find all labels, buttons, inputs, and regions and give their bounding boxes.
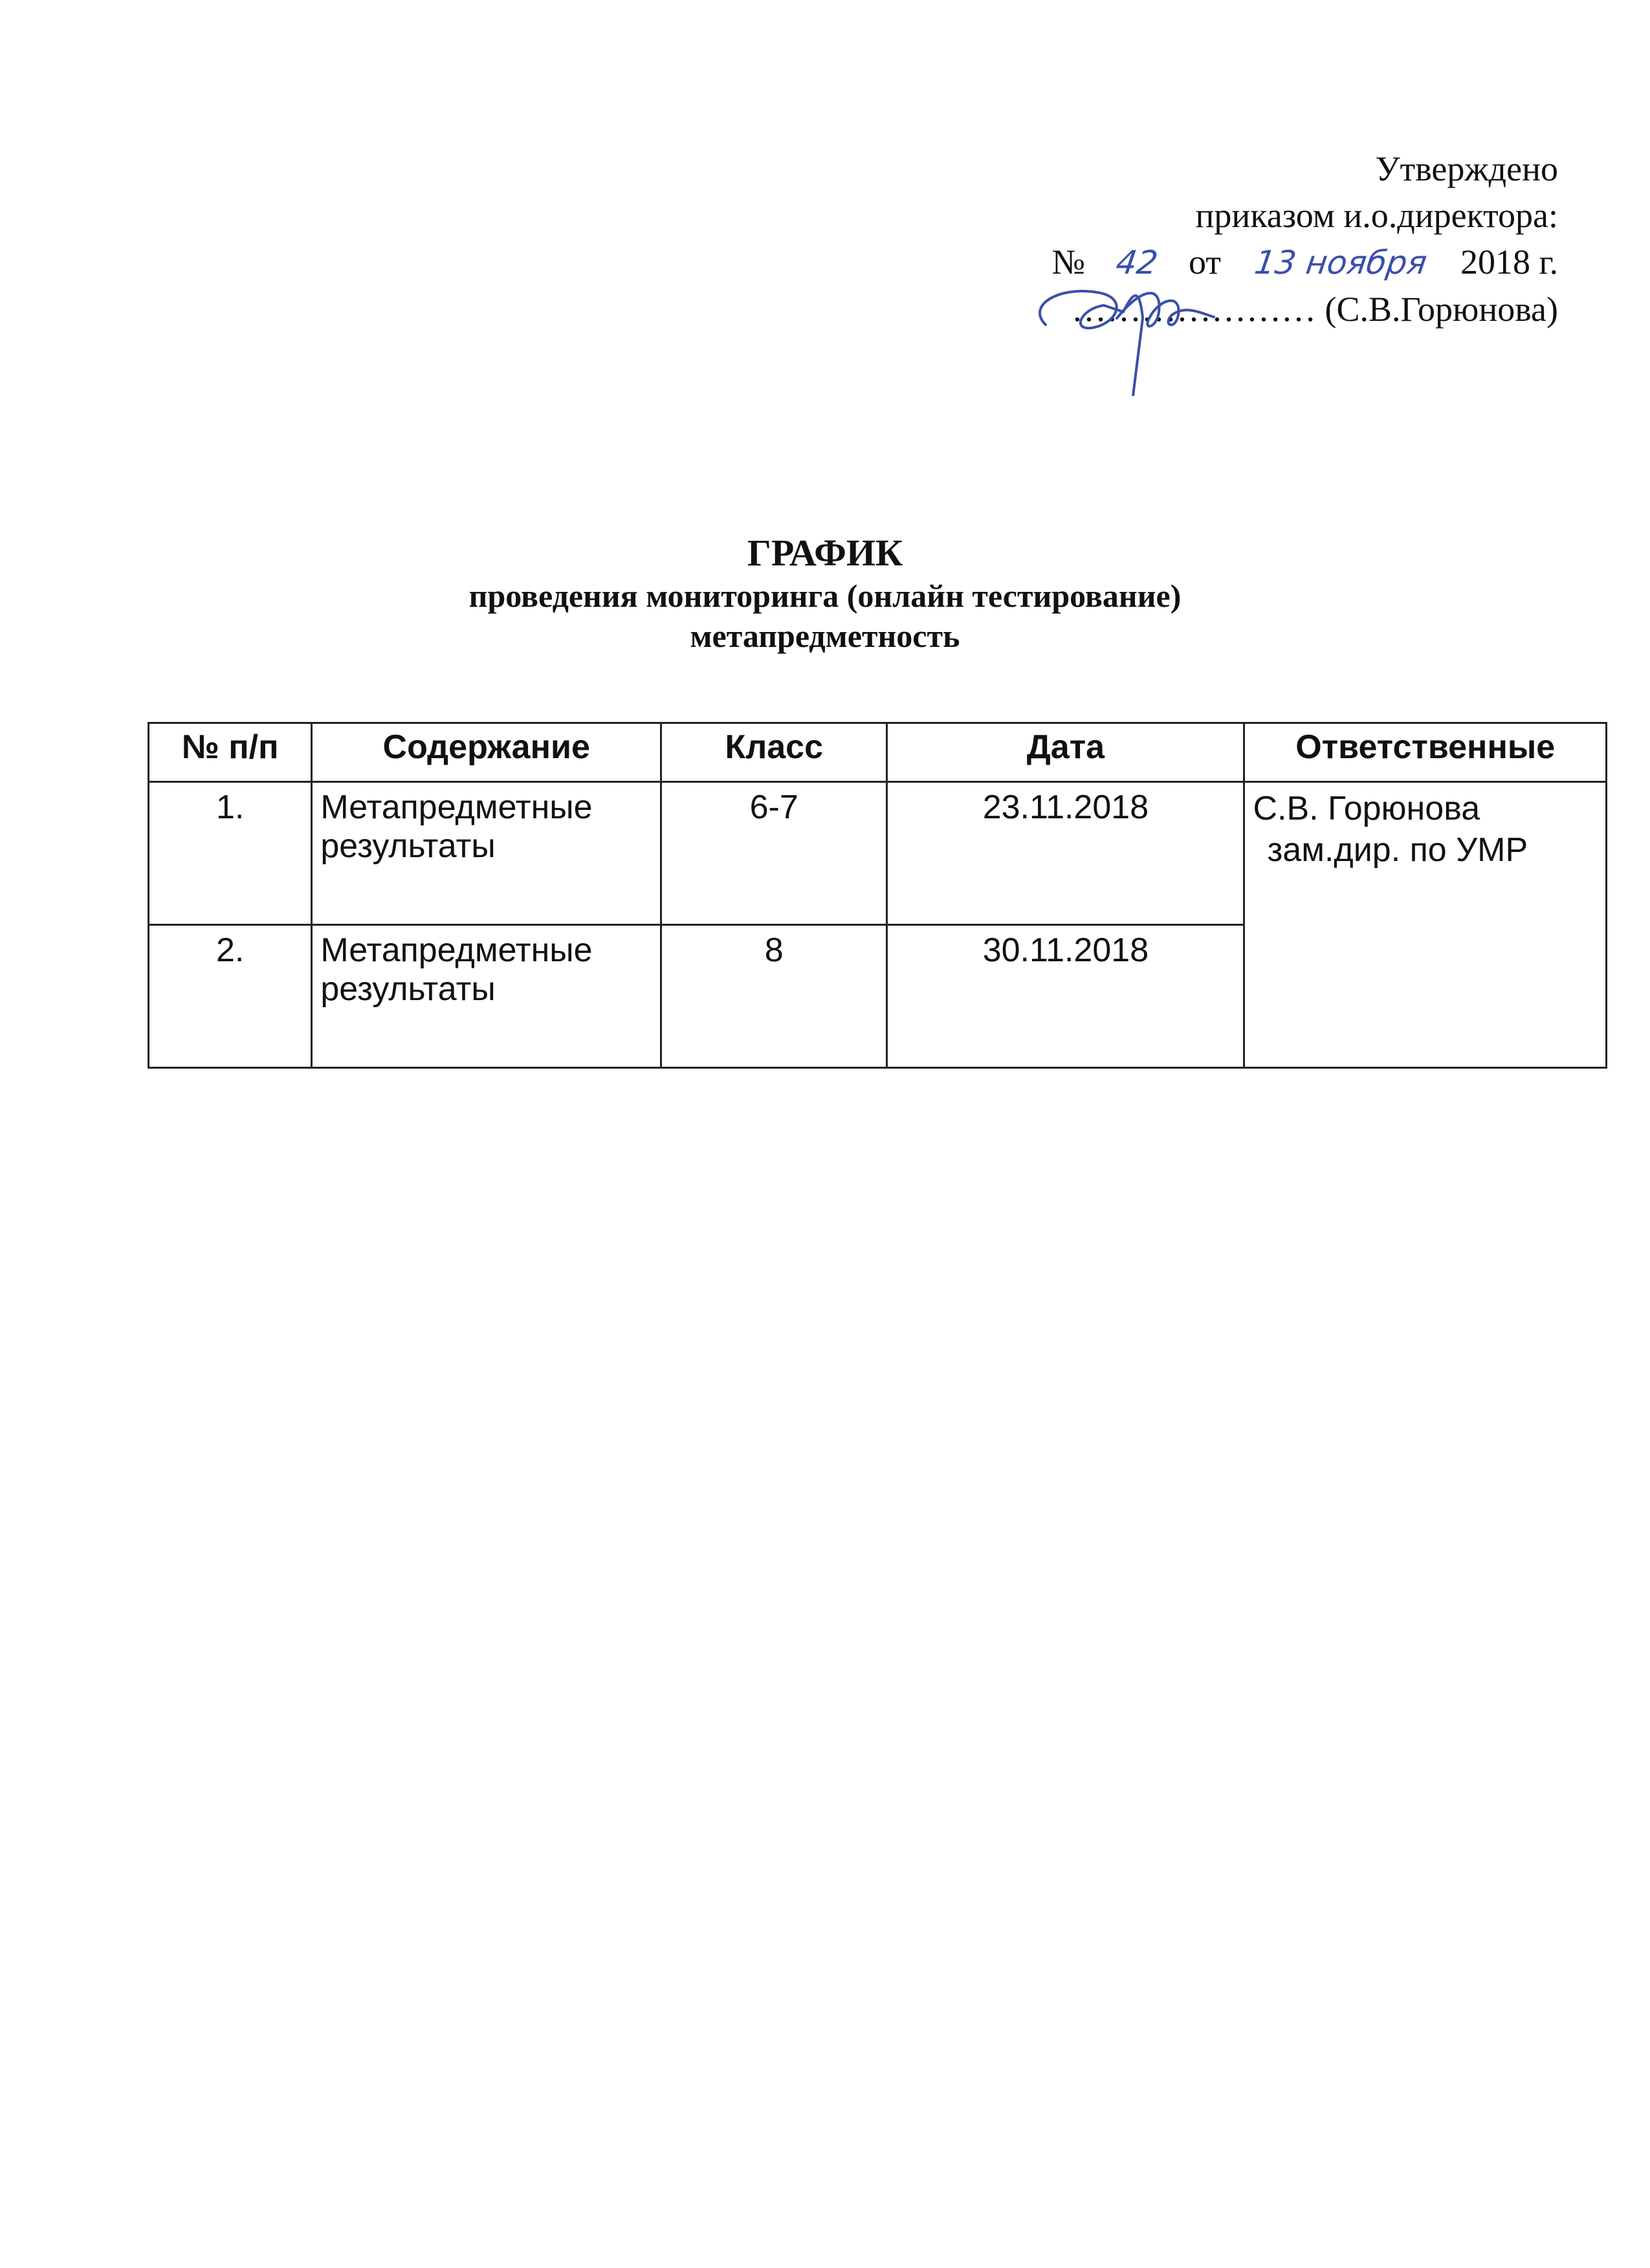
from-word: от <box>1189 243 1221 281</box>
header-number: № п/п <box>149 723 312 782</box>
table-row <box>149 782 1607 925</box>
approval-order-line <box>1052 239 1558 286</box>
row-content: Метапредметные результаты <box>312 782 661 925</box>
responsible-cell <box>1244 782 1607 1068</box>
approval-label: Утверждено <box>1375 149 1558 188</box>
order-number-handwritten: 42 <box>1114 244 1160 281</box>
schedule-table <box>148 722 1607 1069</box>
approval-block <box>1052 146 1558 333</box>
title-topic: метапредметность <box>690 618 960 654</box>
row-date: 30.11.2018 <box>887 925 1244 1068</box>
row-content: Метапредметные результаты <box>312 925 661 1068</box>
order-date-handwritten: 13 ноября <box>1252 244 1429 281</box>
row-number: 1. <box>149 782 312 925</box>
header-content: Содержание <box>312 723 661 782</box>
responsible-position: зам.дир. по УМР <box>1267 831 1528 869</box>
order-year: 2018 г. <box>1460 243 1558 281</box>
signature-line <box>1052 286 1558 333</box>
number-sign: № <box>1051 243 1086 281</box>
row-number: 2. <box>149 925 312 1068</box>
signatory-name: (С.В.Горюнова) <box>1325 290 1558 329</box>
row-class: 6-7 <box>661 782 887 925</box>
responsible-name: С.В. Горюнова <box>1253 790 1480 827</box>
row-date: 23.11.2018 <box>887 782 1244 925</box>
table-header-row <box>149 723 1607 782</box>
row-class: 8 <box>661 925 887 1068</box>
signature-dots: ………………… <box>1072 290 1317 329</box>
signature-area <box>1072 286 1316 333</box>
title-subheading: проведения мониторинга (онлайн тестирование) <box>468 578 1182 614</box>
approval-order-text: приказом и.о.директора: <box>1195 196 1558 235</box>
header-class: Класс <box>661 723 887 782</box>
document-title <box>0 530 1650 656</box>
title-heading: ГРАФИК <box>747 532 903 574</box>
header-responsible: Ответственные <box>1244 723 1607 782</box>
header-date: Дата <box>887 723 1244 782</box>
